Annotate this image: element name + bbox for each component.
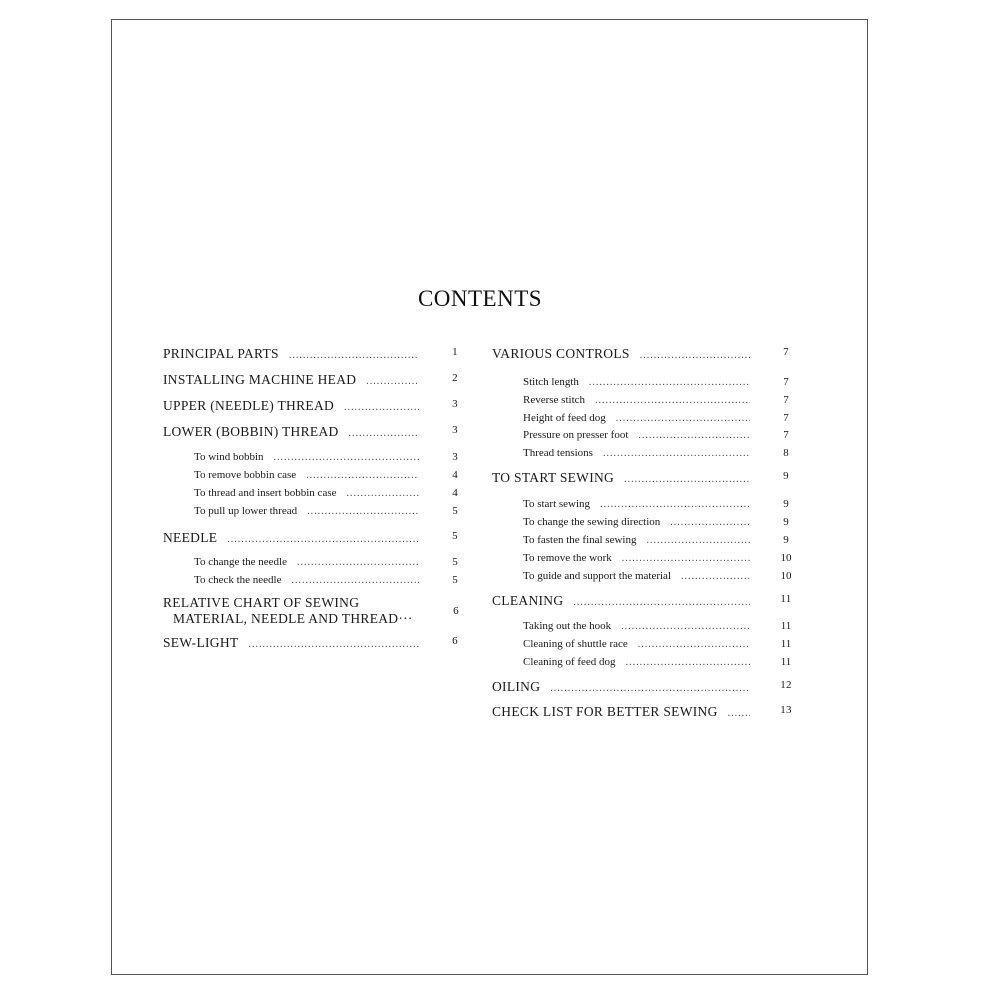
toc-page-number: 7	[783, 346, 789, 358]
toc-page-number: 7	[783, 412, 789, 424]
toc-subentry-check-needle	[194, 574, 458, 586]
toc-entry-label: CHECK LIST FOR BETTER SEWING	[492, 704, 718, 719]
toc-page-number: 3	[452, 424, 458, 436]
toc-entry-label: Reverse stitch	[523, 394, 586, 406]
toc-entry-oiling	[492, 679, 792, 695]
leader-dots	[344, 402, 419, 413]
toc-entry-label: To change the needle	[194, 556, 287, 568]
leader-dots	[573, 597, 750, 608]
toc-entry-label: NEEDLE	[163, 530, 218, 545]
toc-entry-various-controls	[492, 346, 789, 362]
leader-dots	[589, 377, 750, 388]
toc-entry-label-line2: MATERIAL, NEEDLE AND THREAD···	[173, 611, 413, 626]
toc-page-number: 1	[452, 346, 458, 358]
toc-page-number: 10	[780, 552, 792, 564]
toc-entry-label: To guide and support the material	[523, 570, 671, 582]
leader-dots	[646, 535, 750, 546]
toc-page-number: 12	[780, 679, 792, 691]
leader-dots	[550, 683, 750, 694]
toc-entry-principal-parts	[163, 346, 458, 362]
leader-dots	[616, 413, 750, 424]
toc-entry-label: To fasten the final sewing	[523, 534, 637, 546]
toc-page-number: 5	[452, 505, 458, 517]
toc-subentry-cleaning-feed-dog	[523, 656, 792, 668]
toc-entry-upper-thread	[163, 398, 458, 414]
toc-entry-installing-machine-head	[163, 372, 458, 388]
leader-dots	[681, 571, 750, 582]
toc-entry-lower-thread	[163, 424, 458, 440]
toc-entry-label: To thread and insert bobbin case	[194, 487, 337, 499]
leader-dots	[603, 448, 750, 459]
toc-entry-needle	[163, 530, 458, 546]
toc-page-number: 3	[452, 398, 458, 410]
toc-page-number: 6	[452, 635, 458, 647]
toc-entry-label: To wind bobbin	[194, 451, 264, 463]
toc-entry-label: CLEANING	[492, 593, 564, 608]
toc-subentry-thread-tensions	[523, 447, 789, 459]
toc-subentry-thread-bobbin-case	[194, 487, 458, 499]
toc-entry-to-start-sewing	[492, 470, 789, 486]
toc-subentry-start-sewing	[523, 498, 789, 510]
leader-dots	[595, 395, 750, 406]
toc-entry-label: UPPER (NEEDLE) THREAD	[163, 398, 335, 413]
toc-entry-label: SEW-LIGHT	[163, 635, 239, 650]
toc-page-number: 2	[452, 372, 458, 384]
toc-page-number: 4	[452, 469, 458, 481]
toc-entry-label: To check the needle	[194, 574, 282, 586]
leader-dots	[600, 499, 750, 510]
leader-dots	[640, 350, 750, 361]
leader-dots	[638, 430, 750, 441]
toc-subentry-height-feed-dog	[523, 412, 789, 424]
toc-entry-label: To pull up lower thread	[194, 505, 298, 517]
toc-subentry-taking-out-hook	[523, 620, 792, 632]
toc-entry-label: To start sewing	[523, 498, 591, 510]
toc-subentry-pull-lower-thread	[194, 505, 458, 517]
toc-subentry-wind-bobbin	[194, 451, 458, 463]
toc-page-number: 13	[780, 704, 792, 716]
toc-entry-label: To change the sewing direction	[523, 516, 661, 528]
toc-page-number: 9	[783, 470, 789, 482]
leader-dots	[347, 488, 420, 499]
leader-dots	[307, 506, 419, 517]
toc-page-number: 11	[780, 620, 792, 632]
toc-page-number: 7	[783, 376, 789, 388]
leader-dots	[638, 639, 750, 650]
toc-subentry-remove-bobbin-case	[194, 469, 458, 481]
toc-entry-sew-light	[163, 635, 458, 651]
leader-dots	[621, 621, 750, 632]
toc-entry-cleaning	[492, 593, 792, 609]
leader-dots	[227, 534, 419, 545]
toc-page-number: 9	[783, 498, 789, 510]
toc-entry-label: Cleaning of shuttle race	[523, 638, 628, 650]
toc-page-number: 5	[452, 556, 458, 568]
toc-subentry-cleaning-shuttle-race	[523, 638, 792, 650]
toc-subentry-stitch-length	[523, 376, 789, 388]
toc-entry-label: To remove the work	[523, 552, 612, 564]
toc-page-number: 9	[783, 516, 789, 528]
toc-page-number: 9	[783, 534, 789, 546]
toc-page-number: 11	[780, 656, 792, 668]
leader-dots	[289, 350, 419, 361]
leader-dots	[292, 575, 420, 586]
toc-entry-label: TO START SEWING	[492, 470, 615, 485]
toc-entry-label: Cleaning of feed dog	[523, 656, 616, 668]
toc-page-number: 10	[780, 570, 792, 582]
leader-dots	[306, 470, 419, 481]
leader-dots	[366, 376, 419, 387]
toc-page-number: 11	[780, 593, 792, 605]
toc-entry-label: LOWER (BOBBIN) THREAD	[163, 424, 339, 439]
toc-subentry-change-needle	[194, 556, 458, 568]
toc-entry-label: To remove bobbin case	[194, 469, 297, 481]
toc-page-number: 4	[452, 487, 458, 499]
leader-dots	[626, 657, 750, 668]
toc-subentry-pressure-presser-foot	[523, 429, 789, 441]
toc-page-number: 5	[452, 574, 458, 586]
toc-entry-label: OILING	[492, 679, 541, 694]
toc-subentry-guide-material	[523, 570, 792, 582]
toc-page-number: 7	[783, 394, 789, 406]
toc-page-number: 7	[783, 429, 789, 441]
toc-entry-label-line1: RELATIVE CHART OF SEWING	[163, 595, 360, 610]
toc-entry-label: VARIOUS CONTROLS	[492, 346, 630, 361]
toc-entry-label: Stitch length	[523, 376, 579, 388]
toc-entry-check-list	[492, 704, 792, 720]
toc-page-number: 8	[783, 447, 789, 459]
toc-page-number: 5	[452, 530, 458, 542]
toc-entry-label: INSTALLING MACHINE HEAD	[163, 372, 357, 387]
toc-subentry-reverse-stitch	[523, 394, 789, 406]
leader-dots	[728, 708, 750, 719]
toc-entry-label: Thread tensions	[523, 447, 593, 459]
toc-entry-relative-chart	[163, 595, 459, 627]
toc-page-number: 11	[780, 638, 792, 650]
leader-dots	[297, 557, 419, 568]
toc-page-number: 6	[453, 605, 459, 617]
toc-subentry-change-direction	[523, 516, 789, 528]
leader-dots	[622, 553, 750, 564]
toc-entry-label: Height of feed dog	[523, 412, 606, 424]
leader-dots	[624, 474, 750, 485]
toc-page-number: 3	[452, 451, 458, 463]
leader-dots	[274, 452, 419, 463]
toc-subentry-remove-work	[523, 552, 792, 564]
toc-entry-label: PRINCIPAL PARTS	[163, 346, 279, 361]
leader-dots	[248, 639, 419, 650]
toc-entry-label: Taking out the hook	[523, 620, 612, 632]
leader-dots	[670, 517, 750, 528]
page-title: CONTENTS	[417, 286, 543, 311]
toc-entry-label: Pressure on presser foot	[523, 429, 629, 441]
toc-subentry-fasten-final	[523, 534, 789, 546]
leader-dots	[349, 428, 419, 439]
